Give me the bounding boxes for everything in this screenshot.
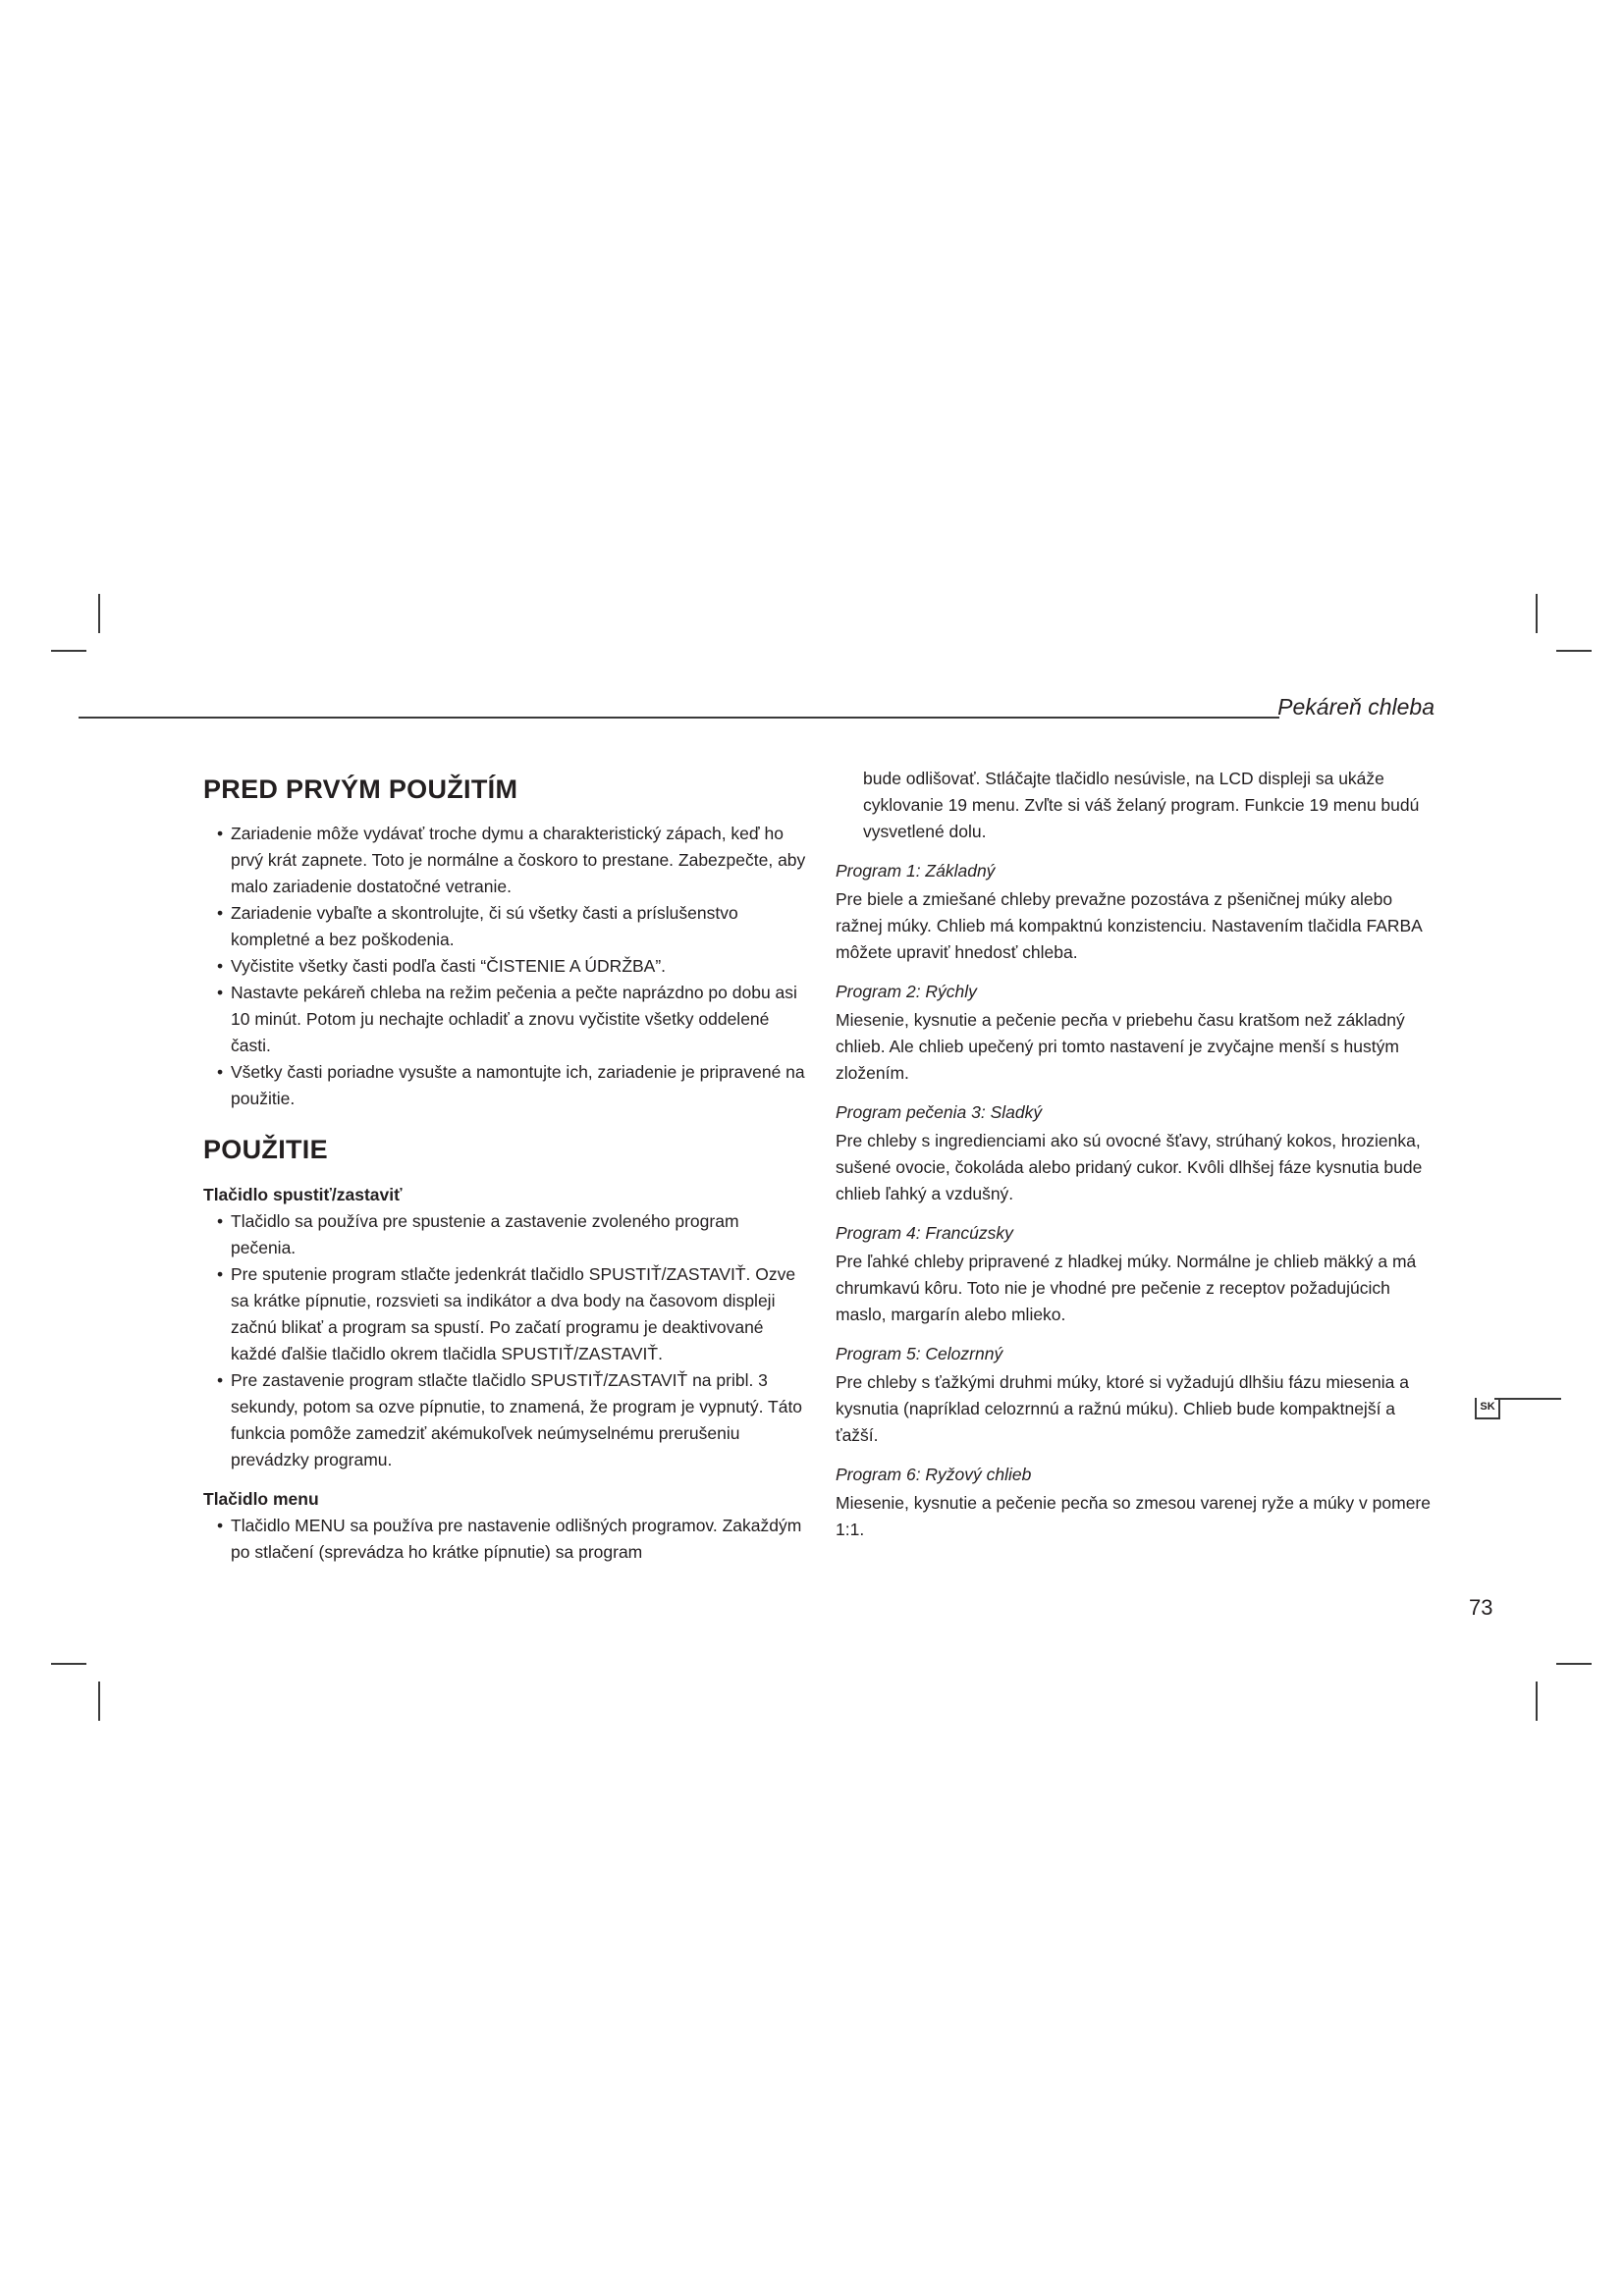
crop-mark-top-left-horizontal bbox=[51, 650, 86, 652]
list-item: • Vyčistite všetky časti podľa časti “ČISTENIE A ÚDRŽBA”. bbox=[203, 953, 807, 980]
menu-list bbox=[203, 1513, 807, 1566]
program-4-title: Program 4: Francúzsky bbox=[836, 1223, 1013, 1243]
list-item: • Pre zastavenie program stlačte tlačidlo SPUSTIŤ/ZASTAVIŤ na pribl. 3 sekundy, potom sa ozve pípnutie, to znamená, že program je vypnutý. Táto funkcia pomôže zamedziť akémukoľvek neúmyselnému prerušeniu prevádzky programu. bbox=[203, 1367, 807, 1473]
program-1-text: Pre biele a zmiešané chleby prevažne pozostáva z pšeničnej múky alebo ražnej múky. Chlieb má kompaktnú konzistenciu. Nastavením tlačidla FARBA môžete upraviť hnedosť chleba. bbox=[836, 889, 1422, 962]
bullet-icon: • bbox=[217, 1211, 224, 1231]
crop-mark-bottom-left-vertical bbox=[98, 1682, 100, 1721]
page-number: 73 bbox=[1469, 1595, 1493, 1620]
language-tab-label: SK bbox=[1475, 1398, 1500, 1419]
menu-heading: Tlačidlo menu bbox=[203, 1489, 319, 1509]
program-3-text: Pre chleby s ingredienciami ako sú ovocné šťavy, strúhaný kokos, hrozienka, sušené ovocie, čokoláda alebo pridaný cukor. Kvôli dlhšej fáze kysnutia bude chlieb ľahký a vzdušný. bbox=[836, 1131, 1423, 1203]
start-stop-heading: Tlačidlo spustiť/zastaviť bbox=[203, 1185, 403, 1204]
list-item: • Nastavte pekáreň chleba na režim pečenia a pečte naprázdno po dobu asi 10 minút. Potom ju nechajte ochladiť a znovu vyčistite všetky oddelené časti. bbox=[203, 980, 807, 1059]
crop-mark-top-left-vertical bbox=[98, 594, 100, 633]
list-item: • Všetky časti poriadne vysušte a namontujte ich, zariadenie je pripravené na použitie. bbox=[203, 1059, 807, 1112]
language-tab-line bbox=[1494, 1398, 1561, 1400]
left-column bbox=[203, 766, 807, 1566]
crop-mark-bottom-left-horizontal bbox=[51, 1663, 86, 1665]
program-6-text: Miesenie, kysnutie a pečenie pecňa so zmesou varenej ryže a múky v pomere 1:1. bbox=[836, 1493, 1431, 1539]
running-title: Pekáreň chleba bbox=[1277, 694, 1435, 720]
bullet-icon: • bbox=[217, 1370, 224, 1390]
program-5-text: Pre chleby s ťažkými druhmi múky, ktoré si vyžadujú dlhšiu fázu miesenia a kysnutia (napríklad celozrnnú a ražnú múku). Chlieb bude kompaktnejší a ťažší. bbox=[836, 1372, 1409, 1445]
program-3-title: Program pečenia 3: Sladký bbox=[836, 1102, 1043, 1122]
program-2-text: Miesenie, kysnutie a pečenie pecňa v priebehu času kratšom než základný chlieb. Ale chlieb upečený pri tomto nastavení je zvyčajne menší s hustým zložením. bbox=[836, 1010, 1405, 1083]
crop-mark-bottom-right-vertical bbox=[1536, 1682, 1538, 1721]
bullet-icon: • bbox=[217, 1516, 224, 1535]
before-first-use-list bbox=[203, 821, 807, 1112]
bullet-icon: • bbox=[217, 824, 224, 843]
list-item: • Zariadenie môže vydávať troche dymu a charakteristický zápach, keď ho prvý krát zapnete. Toto je normálne a čoskoro to prestane. Zabezpečte, aby malo zariadenie dostatočné vetranie. bbox=[203, 821, 807, 900]
bullet-icon: • bbox=[217, 956, 224, 976]
program-4-text: Pre ľahké chleby pripravené z hladkej múky. Normálne je chlieb mäkký a má chrumkavú kôru. Toto nie je vhodné pre pečenie z receptov požadujúcich maslo, margarín alebo mlieko. bbox=[836, 1252, 1417, 1324]
program-6-title: Program 6: Ryžový chlieb bbox=[836, 1465, 1032, 1484]
language-tab bbox=[1475, 1398, 1561, 1419]
right-column bbox=[836, 766, 1435, 1543]
crop-mark-top-right-vertical bbox=[1536, 594, 1538, 633]
crop-mark-top-right-horizontal bbox=[1556, 650, 1592, 652]
list-item: • Pre sputenie program stlačte jedenkrát tlačidlo SPUSTIŤ/ZASTAVIŤ. Ozve sa krátke pípnutie, rozsvieti sa indikátor a dva body na časovom displeji začnú blikať a program sa spustí. Po začatí programu je deaktivované každé ďalšie tlačidlo okrem tlačidla SPUSTIŤ/ZASTAVIŤ. bbox=[203, 1261, 807, 1367]
menu-continuation: bude odlišovať. Stláčajte tlačidlo nesúvisle, na LCD displeji sa ukáže cyklovanie 19 menu. Zvľte si váš želaný program. Funkcie 19 menu budú vysvetlené dolu. bbox=[863, 769, 1420, 841]
list-item: • Zariadenie vybaľte a skontrolujte, či sú všetky časti a príslušenstvo kompletné a bez poškodenia. bbox=[203, 900, 807, 953]
bullet-icon: • bbox=[217, 903, 224, 923]
start-stop-list bbox=[203, 1208, 807, 1473]
crop-mark-bottom-right-horizontal bbox=[1556, 1663, 1592, 1665]
program-2-title: Program 2: Rýchly bbox=[836, 982, 977, 1001]
section-title-usage: POUŽITIE bbox=[203, 1135, 328, 1164]
section-title-before-first-use: PRED PRVÝM POUŽITÍM bbox=[203, 774, 518, 804]
bullet-icon: • bbox=[217, 983, 224, 1002]
bullet-icon: • bbox=[217, 1264, 224, 1284]
bullet-icon: • bbox=[217, 1062, 224, 1082]
program-5-title: Program 5: Celozrnný bbox=[836, 1344, 1003, 1363]
list-item: • Tlačidlo MENU sa používa pre nastavenie odlišných programov. Zakaždým po stlačení (sprevádza ho krátke pípnutie) sa program bbox=[203, 1513, 807, 1566]
program-1-title: Program 1: Základný bbox=[836, 861, 996, 881]
list-item: • Tlačidlo sa používa pre spustenie a zastavenie zvoleného program pečenia. bbox=[203, 1208, 807, 1261]
header-rule bbox=[79, 717, 1279, 719]
